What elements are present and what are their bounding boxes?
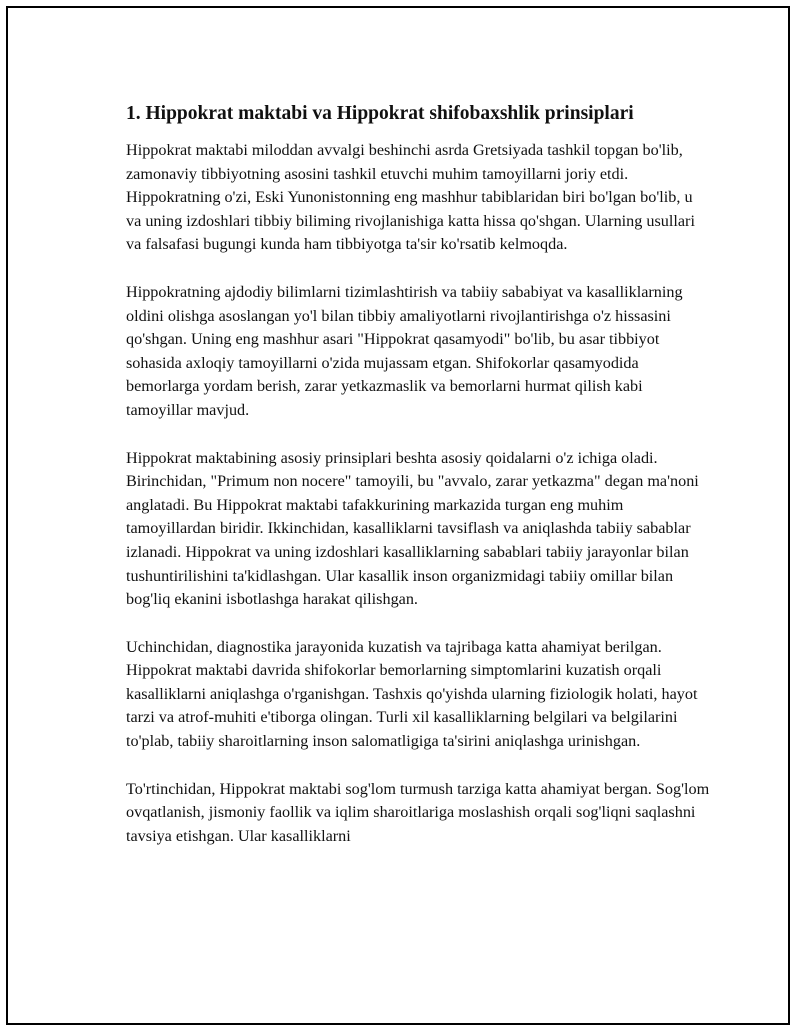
paragraph-3: Hippokrat maktabining asosiy prinsiplari beshta asosiy qoidalarni o'z ichiga oladi. Birinchidan, "Primum non nocere" tamoyili, bu "avvalo, zarar yetkazma" degan ma'noni anglatadi. Bu Hippokrat maktabi tafakkurining markazida turgan eng muhim tamoyillardan biridir. Ikkinchidan, kasalliklarni tavsiflash va aniqlashda tabiiy sabablar izlanadi. Hippokrat va uning izdoshlari kasalliklarning sabablari tabiiy jarayonlar bilan tushuntirilishini ta'kidlashgan. Ular kasallik inson organizmidagi tabiiy omillar bilan bog'liq ekanini isbotlashga harakat qilishgan. bbox=[126, 448, 699, 609]
document-body bbox=[126, 102, 711, 872]
paragraph-2: Hippokratning ajdodiy bilimlarni tizimlashtirish va tabiiy sababiyat va kasalliklarning oldini olishga asoslangan yo'l bilan tibbiy amaliyotlarni rivojlantirishga o'z hissasini qo'shgan. Uning eng mashhur asari "Hippokrat qasamyodi" bo'lib, bu asar tibbiyot sohasida axloqiy tamoyillarni o'zida mujassam etgan. Shifokorlar qasamyodida bemorlarga yordam berish, zarar yetkazmaslik va bemorlarni hurmat qilish kabi tamoyillar mavjud. bbox=[126, 282, 683, 419]
paragraph-5: To'rtinchidan, Hippokrat maktabi sog'lom turmush tarziga katta ahamiyat bergan. Sog'lom ovqatlanish, jismoniy faollik va iqlim sharoitlariga moslashish orqali sog'liqni saqlashni tavsiya etishgan. Ular kasalliklarni bbox=[126, 779, 710, 845]
paragraph-4: Uchinchidan, diagnostika jarayonida kuzatish va tajribaga katta ahamiyat berilgan. Hippokrat maktabi davrida shifokorlar bemorlarning simptomlarini kuzatish orqali kasalliklarni aniqlashga o'rganishgan. Tashxis qo'yishda ularning fiziologik holati, hayot tarzi va atrof-muhiti e'tiborga olingan. Turli xil kasalliklarning belgilari va belgilarini to'plab, tabiiy sharoitlarning inson salomatligiga ta'sirini aniqlashga urinishgan. bbox=[126, 637, 698, 751]
paragraph-1: Hippokrat maktabi miloddan avvalgi beshinchi asrda Gretsiyada tashkil topgan bo'lib, zamonaviy tibbiyotning asosini tashkil etuvchi muhim tamoyillarni joriy etdi. Hippokratning o'zi, Eski Yunonistonning eng mashhur tabiblaridan biri bo'lgan bo'lib, u va uning izdoshlari tibbiy biliming rivojlanishiga katta hissa qo'shgan. Ularning usullari va falsafasi bugungi kunda ham tibbiyotga ta'sir ko'rsatib kelmoqda. bbox=[126, 141, 695, 254]
page-frame bbox=[6, 6, 790, 1025]
document-heading: 1. Hippokrat maktabi va Hippokrat shifobaxshlik prinsiplari bbox=[126, 103, 634, 124]
